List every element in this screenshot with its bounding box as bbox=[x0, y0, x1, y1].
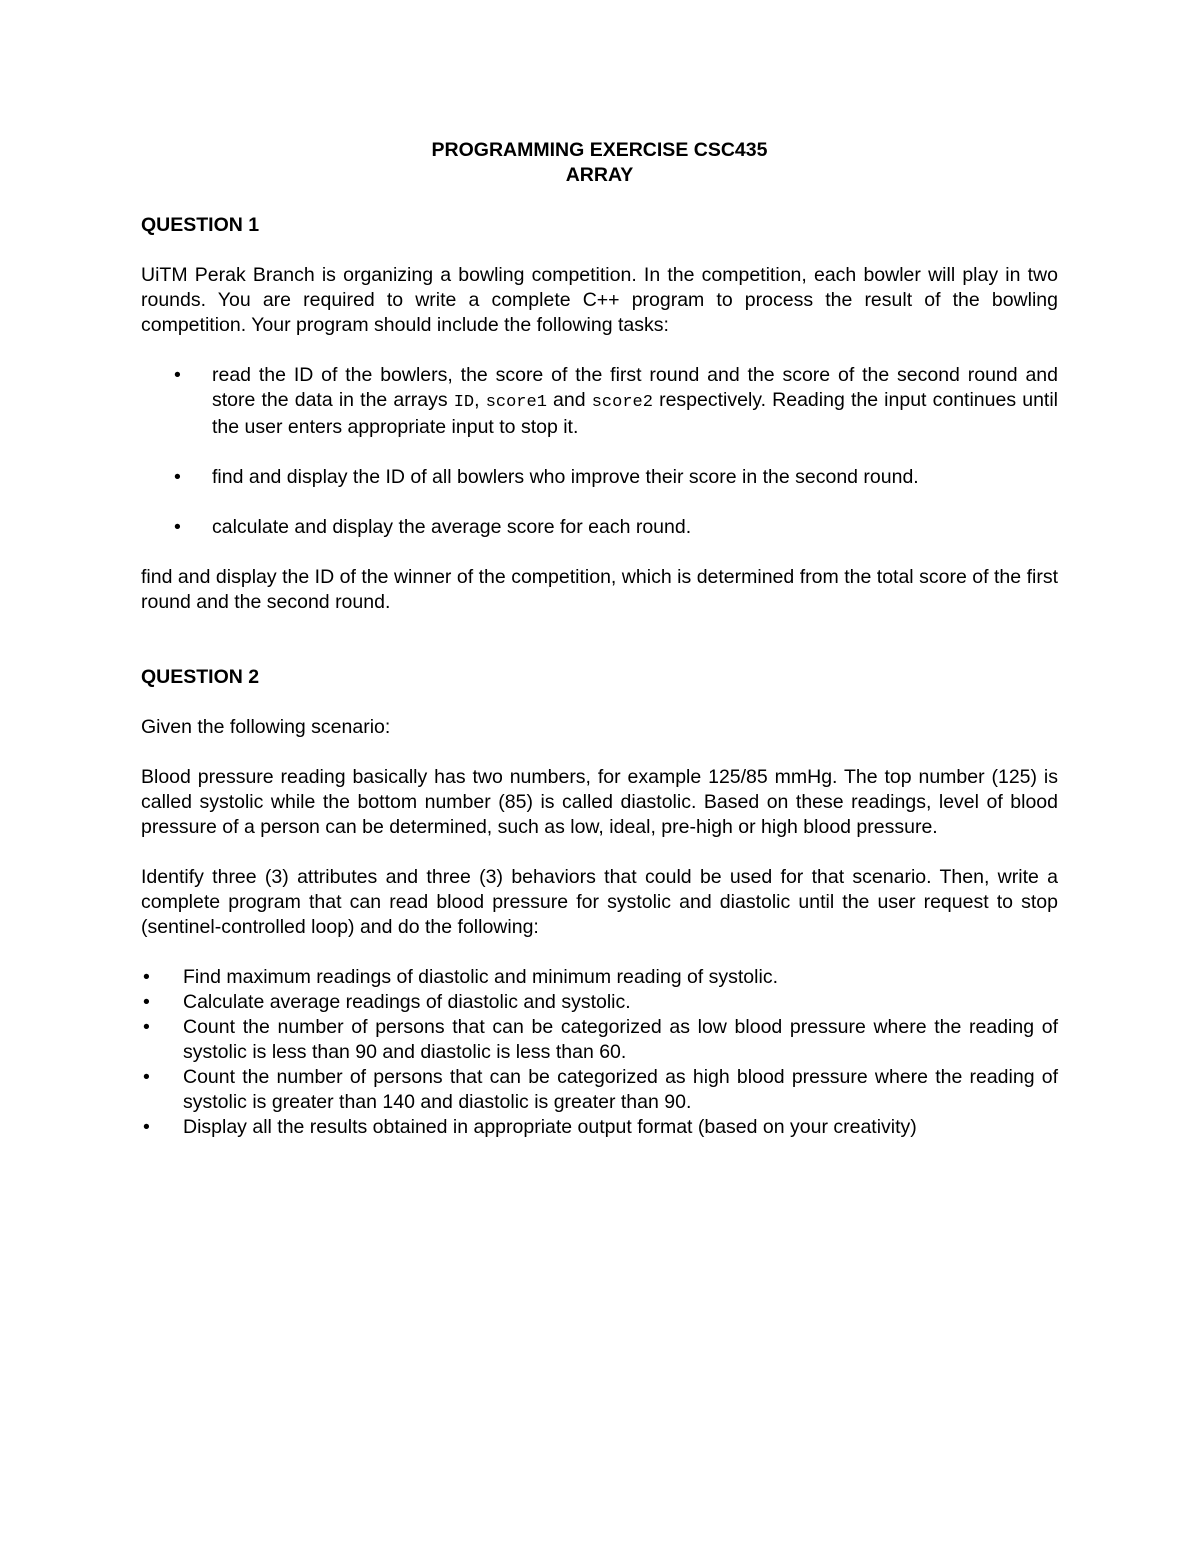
task-text: find and display the ID of all bowlers who improve their score in the second round. bbox=[212, 466, 919, 488]
document-subtitle: ARRAY bbox=[565, 164, 634, 186]
task-text: Calculate average readings of diastolic and systolic. bbox=[183, 991, 631, 1013]
bullet-icon: • bbox=[143, 1016, 150, 1038]
bullet-icon: • bbox=[143, 966, 150, 988]
code-array-score2: score2 bbox=[591, 393, 653, 412]
task-text: Count the number of persons that can be categorized as high blood pressure where the reading of systolic is greater than 140 and diastolic is greater than 90. bbox=[183, 1066, 1058, 1113]
list-item bbox=[141, 1115, 1058, 1140]
bullet-icon: • bbox=[143, 991, 150, 1013]
code-array-score1: score1 bbox=[485, 393, 547, 412]
code-array-id: ID bbox=[453, 393, 475, 412]
list-item bbox=[141, 515, 1058, 540]
question-2-scenario: Blood pressure reading basically has two numbers, for example 125/85 mmHg. The top number (125) is called systolic while the bottom number (85) is called diastolic. Based on these readings, level of blood pressure of a person can be determined, such as low, ideal, pre-high or high blood pressure. bbox=[141, 766, 1058, 838]
task-text: Find maximum readings of diastolic and minimum reading of systolic. bbox=[183, 966, 778, 988]
question-2-heading: QUESTION 2 bbox=[141, 666, 260, 688]
task-text: Count the number of persons that can be categorized as low blood pressure where the reading of systolic is less than 90 and diastolic is less than 60. bbox=[183, 1016, 1058, 1063]
question-1-task-list bbox=[141, 363, 1058, 540]
task-text: calculate and display the average score for each round. bbox=[212, 516, 692, 538]
list-item: • read the ID of the bowlers, the score of the first round and the score of the second round and store the data in the arrays ID, score1 and score2 respectively. Reading the input continues until the user enters appropriate input to stop it. bbox=[174, 364, 1058, 438]
question-2-task-list bbox=[141, 965, 1058, 1140]
list-item bbox=[141, 990, 1058, 1015]
document-title: PROGRAMMING EXERCISE CSC435 bbox=[431, 139, 768, 161]
bullet-icon: • bbox=[174, 364, 181, 386]
bullet-icon: • bbox=[174, 466, 181, 488]
question-1-intro: UiTM Perak Branch is organizing a bowling competition. In the competition, each bowler will play in two rounds. You are required to write a complete C++ program to process the result of the bowling competition. Your program should include the following tasks: bbox=[141, 264, 1058, 336]
question-2-intro: Given the following scenario: bbox=[141, 716, 391, 738]
bullet-icon: • bbox=[174, 516, 181, 538]
list-item bbox=[141, 965, 1058, 990]
task-text: Display all the results obtained in appropriate output format (based on your creativity) bbox=[183, 1116, 917, 1138]
question-1-closing: find and display the ID of the winner of the competition, which is determined from the total score of the first round and the second round. bbox=[141, 566, 1058, 613]
bullet-icon: • bbox=[143, 1066, 150, 1088]
task-text: read the ID of the bowlers, the score of the first round and the score of the second round and store the data in the arrays bbox=[212, 364, 1058, 411]
task-text-continued: respectively. Reading the input continues until the user enters appropriate input to stop it. bbox=[212, 389, 1058, 438]
bullet-icon: • bbox=[143, 1116, 150, 1138]
document-page bbox=[141, 138, 1058, 1140]
list-item bbox=[141, 1065, 1058, 1115]
question-2-instructions: Identify three (3) attributes and three (3) behaviors that could be used for that scenario. Then, write a complete program that can read blood pressure for systolic and diastolic until the user request to stop (sentinel-controlled loop) and do the following: bbox=[141, 866, 1058, 938]
list-item bbox=[141, 465, 1058, 490]
list-item bbox=[141, 1015, 1058, 1065]
question-1-heading: QUESTION 1 bbox=[141, 214, 260, 236]
